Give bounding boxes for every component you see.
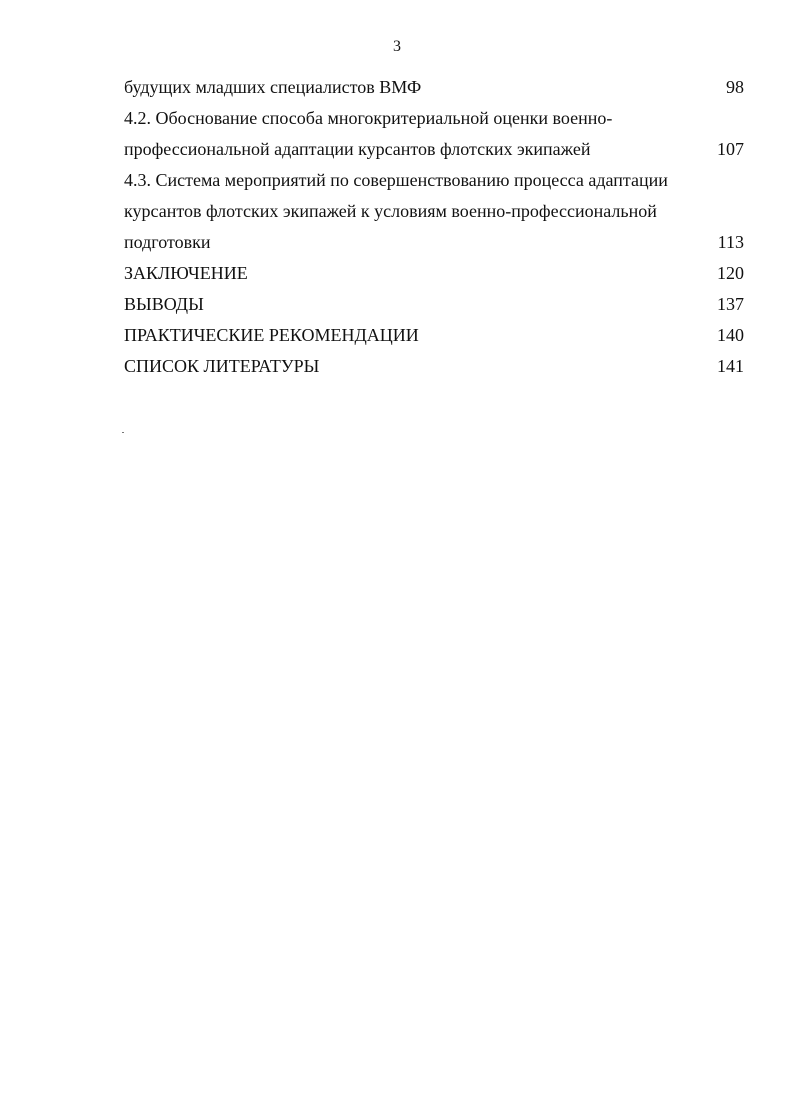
toc-entry-text: будущих младших специалистов ВМФ (124, 77, 422, 97)
toc-entry-text: СПИСОК ЛИТЕРАТУРЫ (124, 356, 320, 376)
toc-line (124, 258, 744, 289)
page-number: 3 (393, 38, 401, 55)
toc-line (124, 289, 744, 320)
toc-line (124, 227, 744, 258)
toc-line (124, 103, 744, 134)
toc-entry-page: 98 (726, 77, 744, 97)
toc-entry-page: 107 (717, 139, 744, 159)
toc-entry-text: курсантов флотских экипажей к условиям военно-профессиональной (124, 201, 657, 221)
toc-entry-page: 137 (717, 294, 744, 314)
toc-entry-page: 141 (717, 356, 744, 376)
toc-entry-page: 113 (717, 232, 744, 252)
toc-entry-text: ПРАКТИЧЕСКИЕ РЕКОМЕНДАЦИИ (124, 325, 419, 345)
toc-entry-text: ЗАКЛЮЧЕНИЕ (124, 263, 248, 283)
toc-entry-text: 4.2. Обоснование способа многокритериальной оценки военно- (124, 108, 613, 128)
toc-entry-text: подготовки (124, 232, 211, 252)
scan-speck (122, 432, 124, 433)
toc-entry-page: 140 (717, 325, 744, 345)
toc-line (124, 165, 744, 196)
toc-line (124, 320, 744, 351)
toc-line (124, 72, 744, 103)
toc-line (124, 134, 744, 165)
toc-entry-text: ВЫВОДЫ (124, 294, 204, 314)
toc-entry-text: 4.3. Система мероприятий по совершенствованию процесса адаптации (124, 170, 668, 190)
toc-line (124, 351, 744, 382)
toc-entry-page: 120 (717, 263, 744, 283)
table-of-contents (124, 72, 744, 382)
toc-entry-text: профессиональной адаптации курсантов флотских экипажей (124, 139, 591, 159)
toc-line (124, 196, 744, 227)
